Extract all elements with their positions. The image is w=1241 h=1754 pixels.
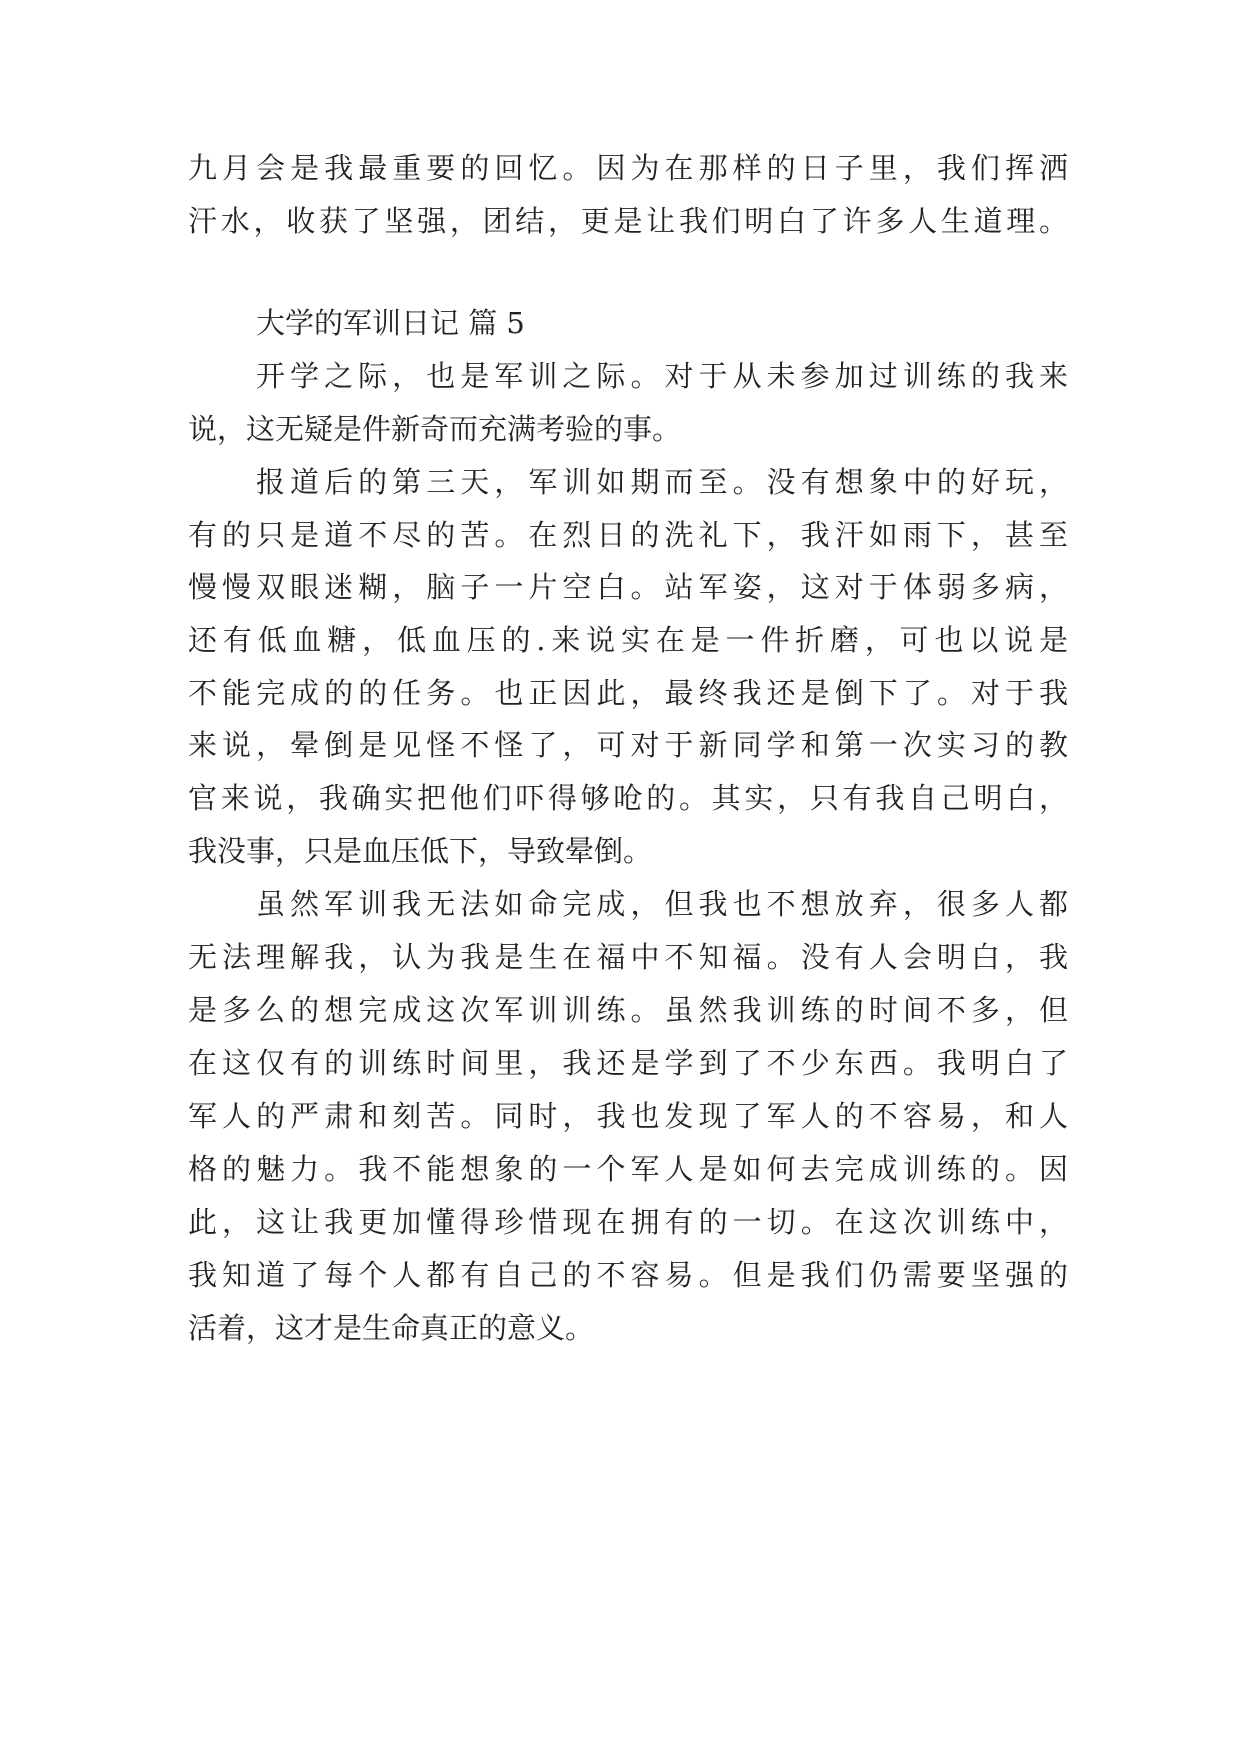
- paragraph-line: 此，这让我更加懂得珍惜现在拥有的一切。在这次训练中，: [188, 1205, 1068, 1239]
- paragraph-line: 军人的严肃和刻苦。同时，我也发现了军人的不容易，和人: [188, 1099, 1068, 1133]
- paragraph-line: 报道后的第三天，军训如期而至。没有想象中的好玩，: [256, 465, 1068, 499]
- paragraph-line: 不能完成的的任务。也正因此，最终我还是倒下了。对于我: [188, 676, 1068, 710]
- paragraph-line: 开学之际，也是军训之际。对于从未参加过训练的我来: [256, 359, 1068, 393]
- paragraph-line: 来说，晕倒是见怪不怪了，可对于新同学和第一次实习的教: [188, 728, 1068, 762]
- paragraph-line: 是多么的想完成这次军训训练。虽然我训练的时间不多，但: [188, 993, 1068, 1027]
- paragraph-line: 我知道了每个人都有自己的不容易。但是我们仍需要坚强的: [188, 1258, 1068, 1292]
- paragraph-line: 无法理解我，认为我是生在福中不知福。没有人会明白，我: [188, 940, 1068, 974]
- section-heading: 大学的军训日记 篇 5: [256, 306, 525, 340]
- intro-line: 汗水，收获了坚强，团结，更是让我们明白了许多人生道理。: [188, 204, 1068, 238]
- paragraph-line: 虽然军训我无法如命完成，但我也不想放弃，很多人都: [256, 887, 1068, 921]
- paragraph-line: 官来说，我确实把他们吓得够呛的。其实，只有我自己明白，: [188, 781, 1068, 815]
- intro-line: 九月会是我最重要的回忆。因为在那样的日子里，我们挥洒: [188, 151, 1068, 185]
- paragraph-line: 在这仅有的训练时间里，我还是学到了不少东西。我明白了: [188, 1046, 1068, 1080]
- paragraph-line: 说，这无疑是件新奇而充满考验的事。: [188, 412, 682, 446]
- paragraph-line: 活着，这才是生命真正的意义。: [188, 1311, 595, 1345]
- paragraph-line: 还有低血糖，低血压的.来说实在是一件折磨，可也以说是: [188, 623, 1068, 657]
- paragraph-line: 慢慢双眼迷糊，脑子一片空白。站军姿，这对于体弱多病，: [188, 570, 1068, 604]
- paragraph-line: 有的只是道不尽的苦。在烈日的洗礼下，我汗如雨下，甚至: [188, 518, 1068, 552]
- paragraph-line: 我没事，只是血压低下，导致晕倒。: [188, 834, 653, 868]
- paragraph-line: 格的魅力。我不能想象的一个军人是如何去完成训练的。因: [188, 1152, 1068, 1186]
